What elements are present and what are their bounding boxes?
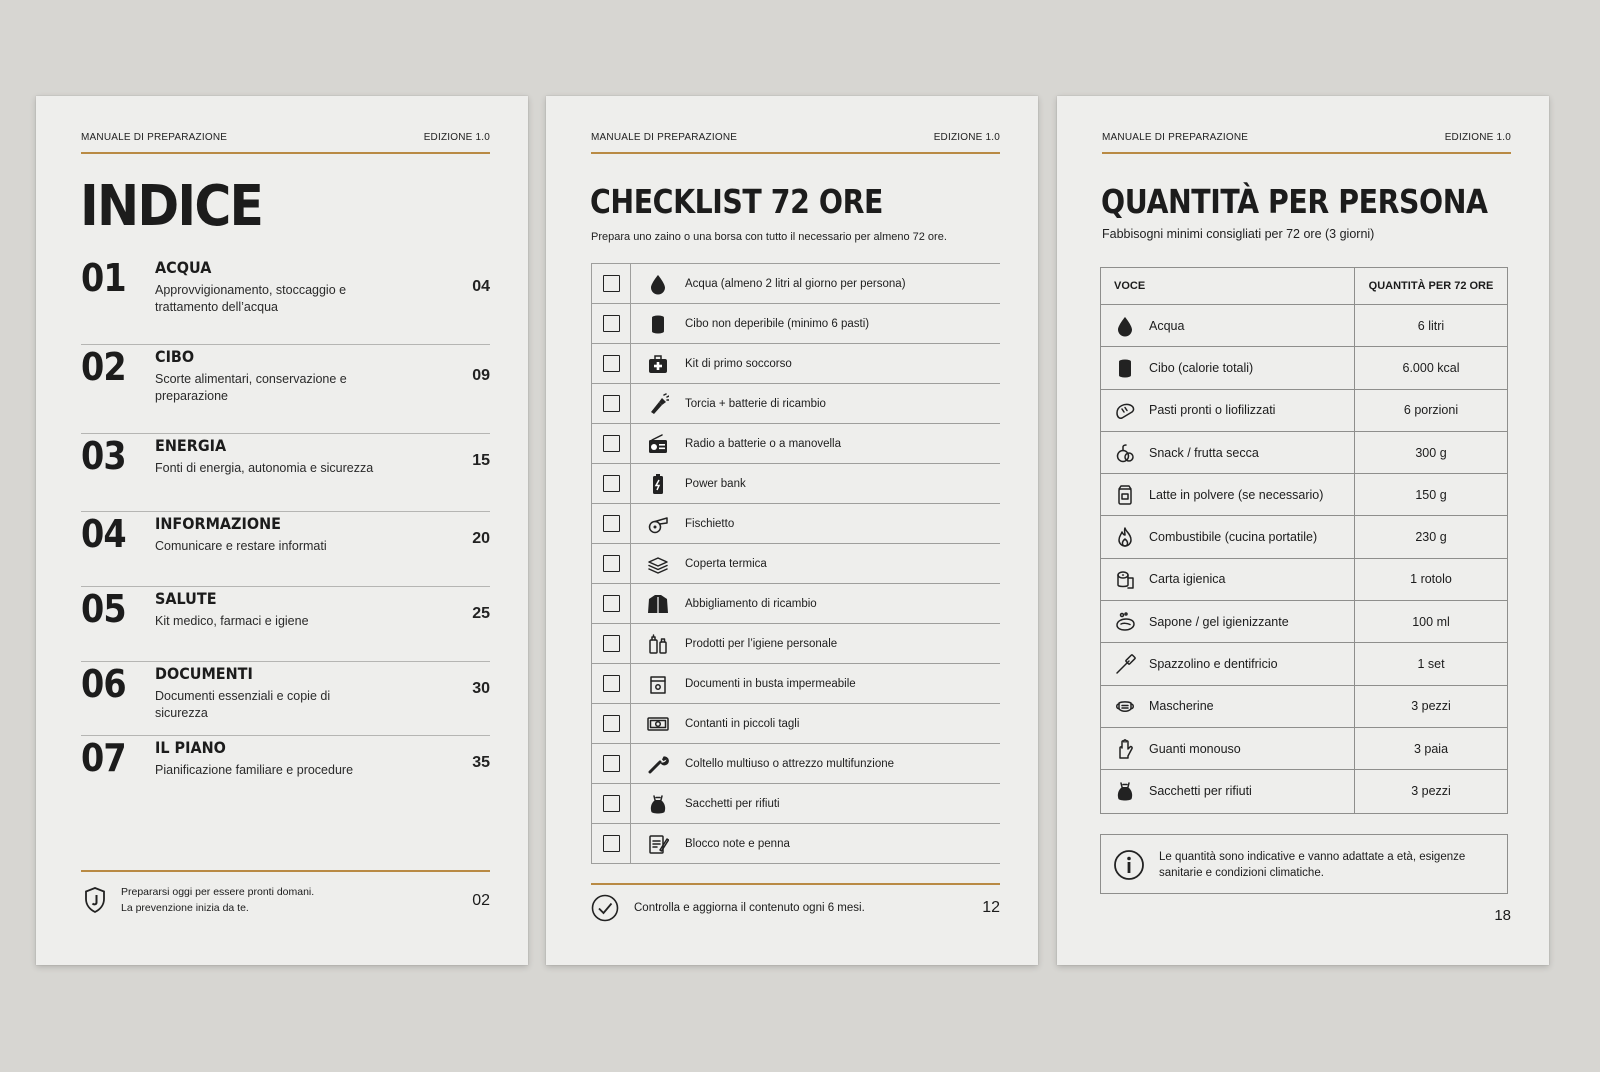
checkbox-cell (591, 304, 631, 343)
toc-item (81, 434, 490, 512)
quantity-value: 230 g (1415, 530, 1447, 545)
table-row (1101, 347, 1507, 389)
quantity-value: 3 pezzi (1411, 784, 1451, 799)
water-drop-icon (631, 273, 685, 295)
checkbox-cell (591, 384, 631, 423)
trash-bag-icon (631, 793, 685, 815)
header-title: MANUALE DI PREPARAZIONE (81, 132, 228, 143)
toc-description: Documenti essenziali e copie di sicurezza (155, 689, 331, 720)
toc-item (81, 512, 490, 587)
checkbox[interactable] (603, 515, 620, 532)
checklist-item-label: Sacchetti per rifiuti (685, 797, 780, 810)
whistle-icon (631, 513, 685, 535)
checkbox[interactable] (603, 355, 620, 372)
toilet-paper-icon (1101, 568, 1149, 590)
checklist-item-label: Coperta termica (685, 557, 767, 570)
item-label: Snack / frutta secca (1149, 445, 1259, 460)
toc-item (81, 736, 490, 810)
toc-description: Fonti di energia, autonomia e sicurezza (155, 461, 374, 475)
item-label: Sacchetti per rifiuti (1149, 784, 1252, 799)
checklist-row (591, 584, 1000, 624)
checkbox-cell (591, 784, 631, 823)
flame-icon (1101, 526, 1149, 548)
checkbox-cell (591, 544, 631, 583)
toc-title: IL PIANO (155, 738, 226, 757)
checklist-item-label: Blocco note e penna (685, 837, 790, 850)
toc-number: 01 (81, 256, 126, 300)
soap-icon (1101, 611, 1149, 633)
page-number: 02 (472, 892, 490, 909)
header-edition: EDIZIONE 1.0 (423, 132, 490, 143)
table-row (1101, 390, 1507, 432)
milk-tin-icon (1101, 484, 1149, 506)
item-label: Pasti pronti o liofilizzati (1149, 403, 1276, 418)
toc-description: Comunicare e restare informati (155, 539, 327, 553)
toc-item (81, 345, 490, 434)
toc-number: 07 (81, 736, 126, 780)
jacket-icon (631, 593, 685, 615)
document-pouch-icon (631, 673, 685, 695)
column-header-quantity: QUANTITÀ PER 72 ORE (1368, 280, 1494, 292)
quantity-value: 150 g (1415, 487, 1447, 502)
table-row (1101, 305, 1507, 347)
check-circle-icon (591, 894, 619, 922)
checklist-item-label: Kit di primo soccorso (685, 357, 792, 370)
cash-icon (631, 713, 685, 735)
toc-page-number: 15 (472, 452, 490, 469)
table-row (1101, 770, 1507, 812)
header-title: MANUALE DI PREPARAZIONE (591, 132, 738, 143)
toc-page-number: 30 (472, 680, 490, 697)
checkbox[interactable] (603, 795, 620, 812)
toc-title: DOCUMENTI (155, 664, 253, 683)
table-row (1101, 432, 1507, 474)
page-header (1102, 132, 1511, 154)
quantity-value: 6 litri (1417, 318, 1445, 333)
item-label: Combustibile (cucina portatile) (1149, 530, 1318, 545)
quantity-value: 1 set (1417, 657, 1445, 672)
flashlight-icon (631, 393, 685, 415)
toc-title: SALUTE (155, 589, 217, 608)
checklist-row (591, 304, 1000, 344)
checkbox[interactable] (603, 715, 620, 732)
checkbox[interactable] (603, 275, 620, 292)
can-icon (631, 313, 685, 335)
toc-item (81, 662, 490, 736)
toc-description: Approvvigionamento, stoccaggio e trattamento dell’acqua (155, 283, 347, 314)
quantity-table (1100, 267, 1508, 814)
table-row (1101, 601, 1507, 643)
toc-page-number: 20 (472, 530, 490, 547)
info-icon (1113, 849, 1145, 881)
checklist-row (591, 544, 1000, 584)
checkbox[interactable] (603, 635, 620, 652)
checkbox[interactable] (603, 755, 620, 772)
table-header (1101, 268, 1507, 305)
column-header-item: VOCE (1101, 268, 1355, 304)
checklist (591, 263, 1000, 864)
quantity-value: 100 ml (1412, 614, 1450, 629)
quantity-value: 6 porzioni (1403, 403, 1459, 418)
checkbox[interactable] (603, 435, 620, 452)
toc-item (81, 587, 490, 662)
page-title: QUANTITÀ PER PERSONA (1101, 182, 1488, 221)
item-label: Latte in polvere (se necessario) (1149, 487, 1324, 502)
checklist-item-label: Cibo non deperibile (minimo 6 pasti) (685, 317, 870, 330)
checklist-item-label: Contanti in piccoli tagli (685, 717, 800, 730)
checklist-item-label: Abbigliamento di ricambio (685, 597, 817, 610)
toc-title: CIBO (155, 347, 195, 366)
checkbox-cell (591, 704, 631, 743)
checkbox-cell (591, 624, 631, 663)
quantity-value: 6.000 kcal (1402, 360, 1460, 375)
toc-number: 02 (81, 345, 126, 389)
header-title: MANUALE DI PREPARAZIONE (1102, 132, 1249, 143)
checklist-row (591, 704, 1000, 744)
fruit-icon (1101, 442, 1149, 464)
checklist-row (591, 744, 1000, 784)
quantity-value: 300 g (1415, 445, 1447, 460)
quantity-value: 3 pezzi (1411, 699, 1451, 714)
toc-title: ENERGIA (155, 436, 227, 455)
checkbox-cell (591, 584, 631, 623)
index-page (36, 96, 528, 965)
can-icon (1101, 357, 1149, 379)
item-label: Sapone / gel igienizzante (1149, 614, 1289, 629)
glove-icon (1101, 738, 1149, 760)
radio-icon (631, 433, 685, 455)
hygiene-bottles-icon (631, 633, 685, 655)
table-row (1101, 474, 1507, 516)
toc-page-number: 25 (472, 605, 490, 622)
checkbox-cell (591, 424, 631, 463)
water-drop-icon (1101, 315, 1149, 337)
item-label: Guanti monouso (1149, 741, 1241, 756)
toc-title: ACQUA (155, 258, 212, 277)
toc-description: Scorte alimentari, conservazione e preparazione (155, 372, 347, 403)
table-row (1101, 643, 1507, 685)
checklist-item-label: Fischietto (685, 517, 735, 530)
page-title: CHECKLIST 72 ORE (590, 182, 883, 221)
page-number: 18 (1494, 907, 1511, 924)
checkbox[interactable] (603, 395, 620, 412)
quantity-page (1057, 96, 1549, 965)
checklist-item-label: Power bank (685, 477, 746, 490)
checkbox-cell (591, 264, 631, 303)
checklist-row (591, 344, 1000, 384)
checkbox[interactable] (603, 675, 620, 692)
footer-divider (591, 883, 1000, 885)
checklist-row (591, 504, 1000, 544)
checklist-item-label: Radio a batterie o a manovella (685, 437, 841, 450)
page-footer (591, 894, 1000, 924)
notepad-icon (631, 833, 685, 855)
page-header (81, 132, 490, 154)
checklist-row (591, 824, 1000, 864)
checklist-row (591, 264, 1000, 304)
toc-page-number: 35 (472, 754, 490, 771)
toc-page-number: 09 (472, 367, 490, 384)
quantity-value: 3 paia (1413, 741, 1449, 756)
checklist-item-label: Coltello multiuso o attrezzo multifunzione (685, 757, 895, 770)
checklist-row (591, 784, 1000, 824)
checkbox[interactable] (603, 555, 620, 572)
page-subtitle: Fabbisogni minimi consigliati per 72 ore (3 giorni) (1102, 227, 1375, 241)
toc-description: Pianificazione familiare e procedure (155, 763, 354, 777)
toothbrush-icon (1101, 653, 1149, 675)
footer-motto-line2: La prevenzione inizia da te. (121, 902, 249, 914)
checkbox[interactable] (603, 315, 620, 332)
note-text: Le quantità sono indicative e vanno adattate a età, esigenze sanitarie e condizioni climatiche. (1159, 851, 1466, 879)
checklist-row (591, 464, 1000, 504)
page-number: 12 (982, 899, 1000, 916)
mask-icon (1101, 695, 1149, 717)
page-header (591, 132, 1000, 154)
checkbox[interactable] (603, 835, 620, 852)
toc-number: 06 (81, 662, 126, 706)
trash-bag-icon (1101, 780, 1149, 802)
checklist-row (591, 424, 1000, 464)
blanket-icon (631, 553, 685, 575)
checkbox-cell (591, 824, 631, 863)
table-row (1101, 728, 1507, 770)
checklist-item-label: Documenti in busta impermeabile (685, 677, 856, 690)
toc-number: 04 (81, 512, 126, 556)
checkbox[interactable] (603, 595, 620, 612)
footer-text: Controlla e aggiorna il contenuto ogni 6 mesi. (634, 902, 865, 914)
item-label: Spazzolino e dentifricio (1149, 657, 1278, 672)
checkbox-cell (591, 344, 631, 383)
page-title: INDICE (80, 174, 263, 239)
checklist-row (591, 624, 1000, 664)
checkbox-cell (591, 744, 631, 783)
checklist-row (591, 664, 1000, 704)
checklist-item-label: Acqua (almeno 2 litri al giorno per persona) (685, 277, 906, 290)
quantity-value: 1 rotolo (1410, 572, 1452, 587)
item-label: Acqua (1149, 318, 1185, 333)
checklist-item-label: Prodotti per l’igiene personale (685, 637, 838, 650)
header-edition: EDIZIONE 1.0 (933, 132, 1000, 143)
table-of-contents (81, 256, 490, 810)
first-aid-icon (631, 353, 685, 375)
table-row (1101, 516, 1507, 558)
toc-number: 03 (81, 434, 126, 478)
checkbox-cell (591, 464, 631, 503)
info-note (1100, 834, 1508, 894)
page-subtitle: Prepara uno zaino o una borsa con tutto il necessario per almeno 72 ore. (591, 231, 947, 243)
footer-divider (81, 870, 490, 872)
toc-number: 05 (81, 587, 126, 631)
page-footer (81, 884, 490, 924)
checkbox-cell (591, 664, 631, 703)
toc-page-number: 04 (472, 278, 490, 295)
checkbox-cell (591, 504, 631, 543)
multitool-icon (631, 753, 685, 775)
power-bank-icon (631, 473, 685, 495)
header-edition: EDIZIONE 1.0 (1444, 132, 1511, 143)
item-label: Mascherine (1149, 699, 1214, 714)
toc-item (81, 256, 490, 345)
item-label: Cibo (calorie totali) (1149, 360, 1254, 375)
toc-description: Kit medico, farmaci e igiene (155, 614, 309, 628)
footer-motto-line1: Prepararsi oggi per essere pronti domani. (121, 886, 315, 898)
shield-icon (83, 886, 107, 914)
checklist-item-label: Torcia + batterie di ricambio (685, 397, 826, 410)
checklist-page (546, 96, 1038, 965)
toc-title: INFORMAZIONE (155, 514, 281, 533)
checklist-row (591, 384, 1000, 424)
table-row (1101, 686, 1507, 728)
bread-icon (1101, 399, 1149, 421)
checkbox[interactable] (603, 475, 620, 492)
item-label: Carta igienica (1149, 572, 1226, 587)
table-row (1101, 559, 1507, 601)
